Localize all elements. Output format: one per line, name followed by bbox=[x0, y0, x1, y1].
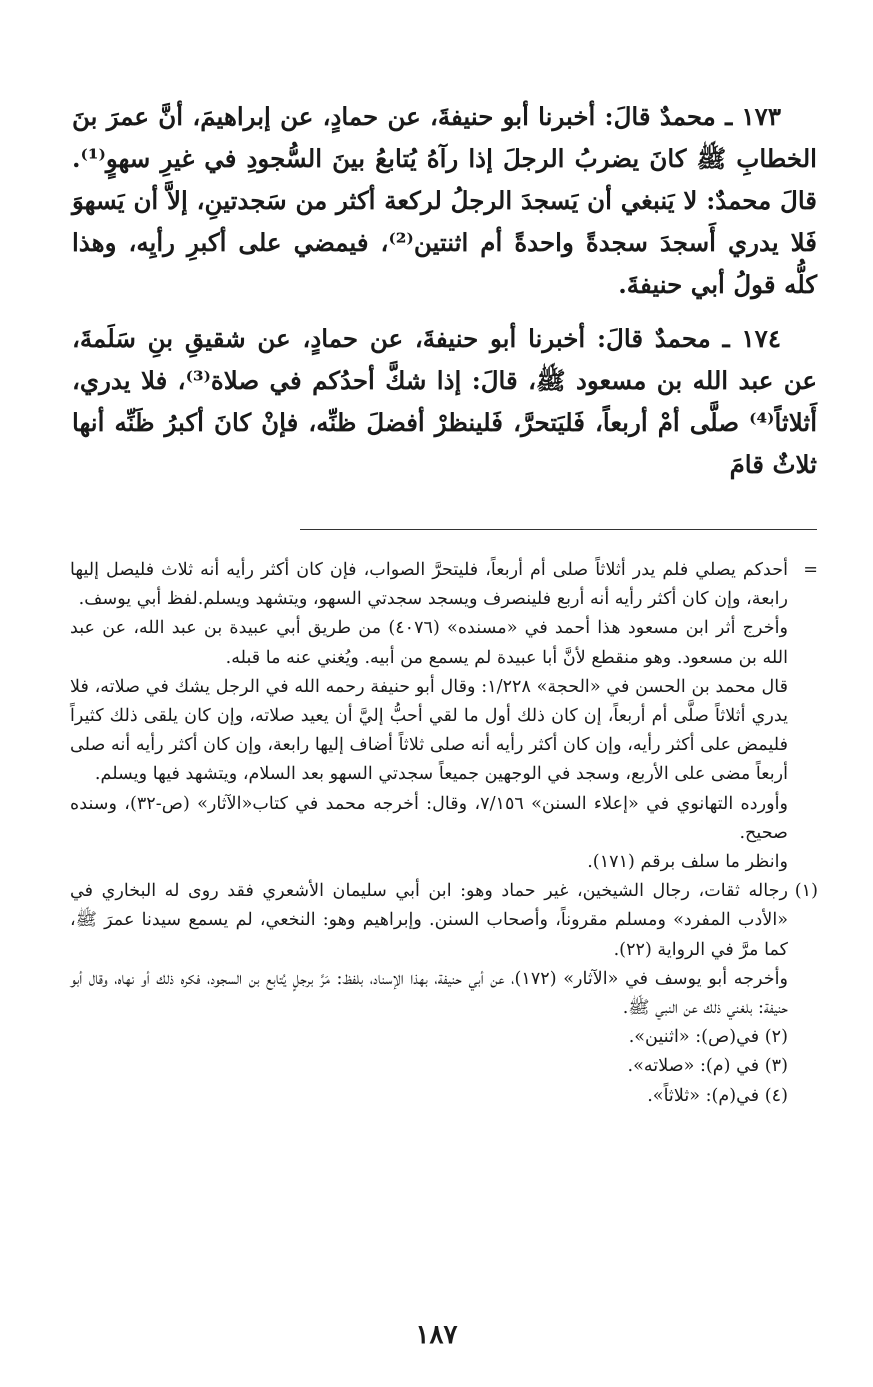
footnote-continuation bbox=[70, 556, 818, 614]
footnote-hujja: قال محمد بن الحسن في «الحجة» ١/٢٢٨: وقال أبو حنيفة رحمه الله في الرجل يشك في صلاته، فلا يدري أثلاثاً صلَّى أم أربعاً، إن كان ذلك أول ما لقي أحبُّ إليَّ أن يعيد صلاته، وإن كان يلقى ذلك كثيراً فليمض على أكثر رأيه، وإن كان أكثر رأيه أنه صلى ثلاثاً أضاف إليها رابعة، وإن كان أكثر رأيه أنه صلى أربعاً مضى على الأربع، وسجد في الوجهين جميعاً سجدتي السهو بعد السلام، ويتشهد فيها ويسلم. bbox=[70, 676, 788, 785]
footnote-text: أحدكم يصلي فلم يدر أثلاثاً صلى أم أربعاً، فليتحرَّ الصواب، فإن كان أكثر رأيه أنه ثلاث فليصل إليها رابعة، وإن كان أكثر رأيه أنه أربع فلينصرف ويسجد سجدتي السهو، ويتشهد ويسلم.لفظ أبي يوسف. bbox=[70, 560, 788, 610]
footnote-2: (٢) في(ص): «اثنين». bbox=[628, 1027, 788, 1048]
paragraph-174: ١٧٤ ـ محمدٌ قالَ: أخبرنا أبو حنيفةَ، عن حمادٍ، عن شقيقِ بنِ سَلَمةَ، عن عبد الله بن مسعود ﷺ، قالَ: إذا شكَّ أحدُكم في صلاة⁽³⁾، فلا يدري، أَثلاثاً⁽⁴⁾ صلَّى أمْ أربعاً، فَليَتحرَّ، فَلينظرْ أفضلَ ظنِّه، فإنْ كانَ أكبرُ ظَنِّه أنها ثلاثٌ قامَ bbox=[72, 324, 817, 479]
footnote-3: (٣) في (م): «صلاته». bbox=[627, 1056, 788, 1077]
footnotes bbox=[70, 556, 818, 1111]
footnote-4: (٤) في(م): «ثلاثاً». bbox=[647, 1085, 788, 1106]
footnote-1 bbox=[70, 877, 818, 965]
page-number: ١٨٧ bbox=[415, 1320, 458, 1350]
footnote-1-continuation: وأخرجه أبو يوسف في «الآثار» (١٧٢)، عن أبي حنيفة، بهذا الإسناد، بلفظ: مَرَّ برجلٍ يُتابع بن السجود، فكره ذلك أو نهاه، وقال أبو حنيفة: بلغني ذلك عن النبي ﷺ. bbox=[70, 968, 788, 1019]
footnote-1-marker: (١) bbox=[794, 881, 818, 902]
main-text bbox=[72, 96, 817, 498]
paragraph-173: ١٧٣ ـ محمدٌ قالَ: أخبرنا أبو حنيفةَ، عن حمادٍ، عن إبراهيمَ، أنَّ عمرَ بنَ الخطابِ ﷺ كانَ يضربُ الرجلَ إذا رآهُ يُتابعُ بينَ السُّجودِ في غيرِ سهوٍ⁽¹⁾. قالَ محمدٌ: لا يَنبغي أن يَسجدَ الرجلُ لركعة أكثر من سَجدتينِ، إلاَّ أن يَسهوَ فَلا يدري أَسجدَ سجدةً واحدةً أم اثنتين⁽²⁾، فيمضي على أكبرِ رأيِه، وهذا كلُّه قولُ أبي حنيفةَ. bbox=[72, 102, 818, 299]
continuation-marker: = bbox=[803, 560, 818, 580]
footnote-tahanawi: وأورده التهانوي في «إعلاء السنن» ٧/١٥٦، وقال: أخرجه محمد في كتاب«الآثار» (ص-٣٢)، وسنده صحيح. bbox=[70, 793, 788, 843]
footnote-separator bbox=[300, 529, 817, 530]
footnote-ahmad: وأخرج أثر ابن مسعود هذا أحمد في «مسنده» (٤٠٧٦) من طريق أبي عبيدة بن عبد الله، عن عبد الله بن مسعود. وهو منقطع لأنَّ أبا عبيدة لم يسمع من أبيه. ويُغني عنه ما قبله. bbox=[70, 618, 789, 668]
footnote-see-also: وانظر ما سلف برقم (١٧١). bbox=[587, 852, 788, 873]
footnote-1-text: رجاله ثقات، رجال الشيخين، غير حماد وهو: ابن أبي سليمان الأشعري فقد روى له البخاري في «الأدب المفرد» ومسلم مقروناً، وأصحاب السنن. وإبراهيم وهو: النخعي، لم يسمع سيدنا عمرَ ﷺ، كما مرَّ في الرواية (٢٢). bbox=[70, 881, 788, 960]
